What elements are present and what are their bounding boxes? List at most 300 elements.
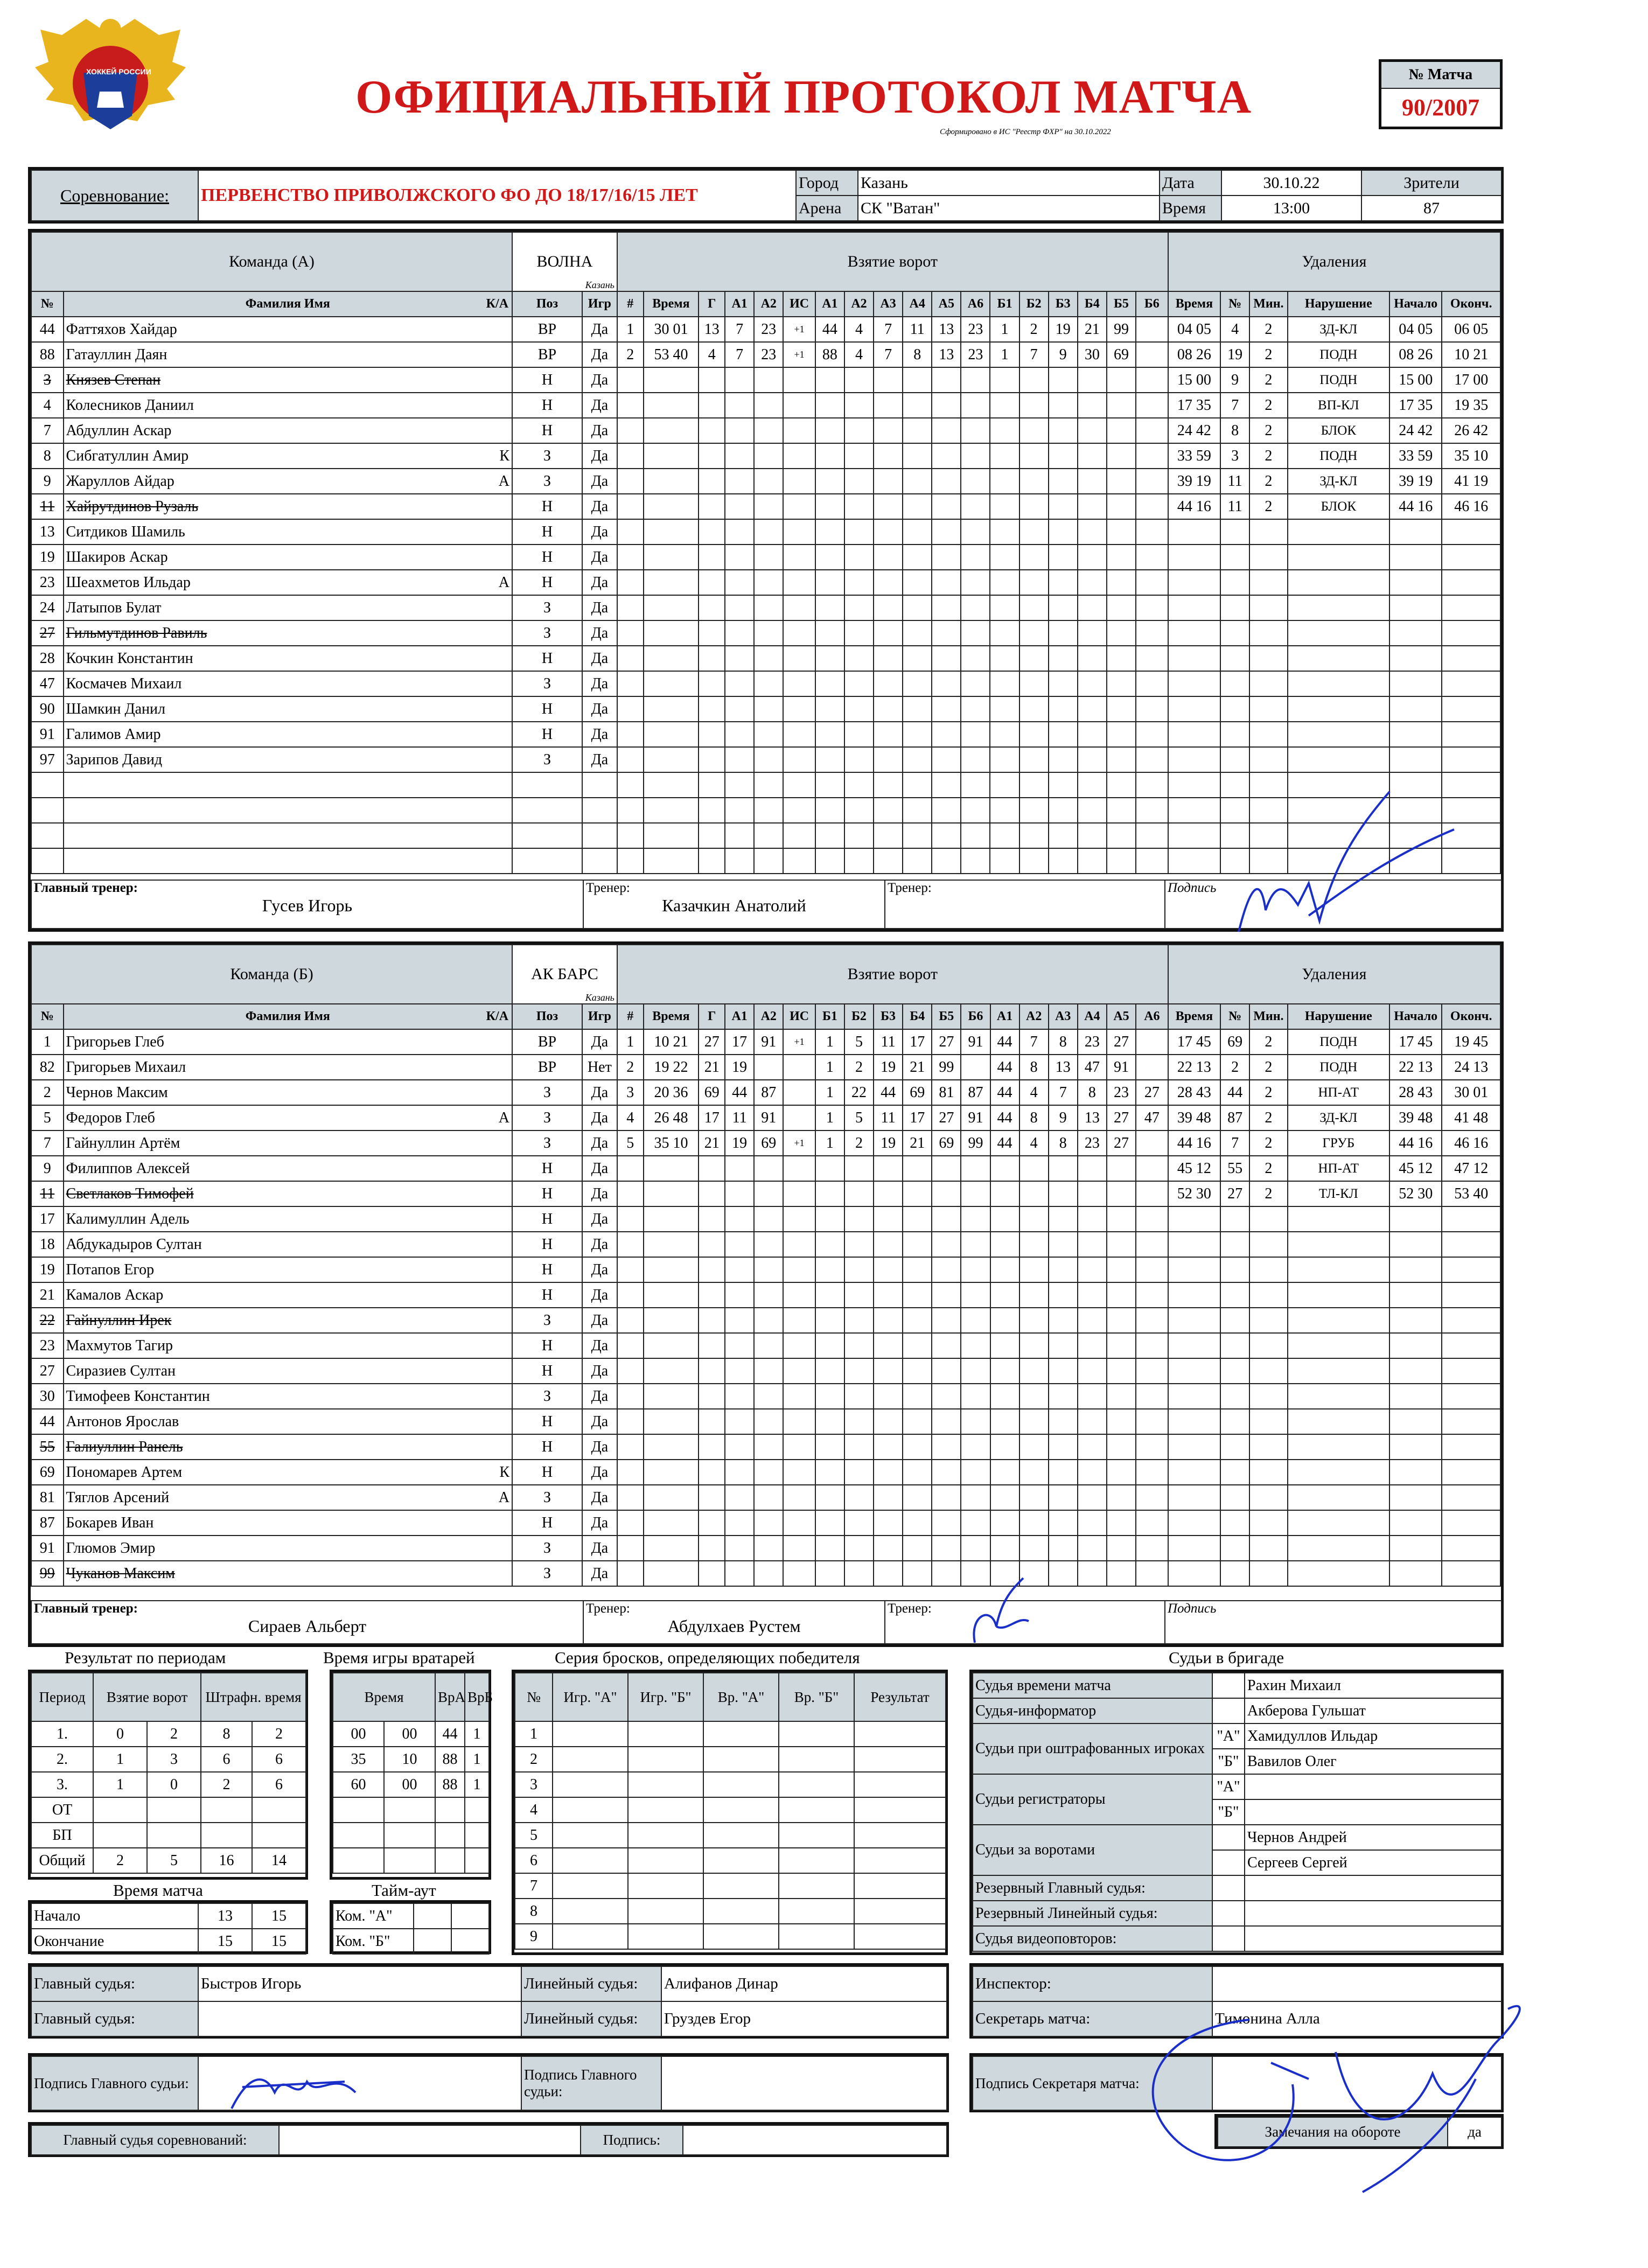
date-value: 30.10.22	[1221, 170, 1361, 196]
pen-empty	[1168, 545, 1220, 570]
goal-empty	[1078, 1358, 1107, 1384]
team-b-coach-cell	[583, 1601, 885, 1644]
pen-no: 3	[1220, 443, 1249, 469]
goal-empty	[1049, 367, 1078, 393]
goal-empty	[725, 469, 754, 494]
table-row	[31, 1747, 306, 1772]
goal-empty	[1136, 1485, 1168, 1510]
pen-violation: ЗД-КЛ	[1288, 469, 1389, 494]
goal-empty	[874, 747, 903, 772]
match-start-h: 13	[198, 1903, 252, 1929]
pen-empty	[1168, 1561, 1220, 1586]
pen-violation: ПОДН	[1288, 1055, 1389, 1080]
goal-empty	[754, 1181, 783, 1206]
period-pa: 16	[201, 1848, 252, 1873]
goal-empty	[874, 1308, 903, 1333]
goal-empty	[1107, 1561, 1136, 1586]
signs-box	[28, 2053, 949, 2112]
goal-empty	[1107, 1257, 1136, 1282]
goal-empty	[699, 494, 725, 519]
goal-empty	[1049, 848, 1078, 874]
goal-empty	[874, 469, 903, 494]
goal-empty	[725, 494, 754, 519]
pen-empty	[1442, 570, 1500, 595]
goal-empty	[1136, 722, 1168, 747]
player-name: Филиппов Алексей	[64, 1156, 513, 1181]
goal-empty	[783, 1460, 815, 1485]
goal-empty	[1019, 1206, 1049, 1232]
pen-empty	[1249, 1409, 1287, 1434]
onice: 27	[932, 1029, 961, 1055]
onice: 4	[1019, 1130, 1049, 1156]
player-pos: Н	[512, 1282, 582, 1308]
timeout-a-m	[414, 1903, 451, 1929]
pen-no: 7	[1220, 393, 1249, 418]
goal-empty	[783, 620, 815, 646]
table-row	[333, 1797, 489, 1823]
period-pa	[201, 1823, 252, 1848]
goal-empty	[1107, 1510, 1136, 1536]
player-pos: Н	[512, 722, 582, 747]
pen-time: 52 30	[1168, 1181, 1220, 1206]
goal-empty	[932, 696, 961, 722]
goal-empty	[903, 367, 932, 393]
goal-empty	[1078, 1206, 1107, 1232]
goal-empty	[903, 1257, 932, 1282]
team_a-label: Команда (А)	[31, 232, 512, 291]
goal-empty	[1107, 393, 1136, 418]
goal-empty	[1078, 443, 1107, 469]
goal-is	[783, 1080, 815, 1105]
onice: 81	[932, 1080, 961, 1105]
pen-empty	[1389, 545, 1442, 570]
player-plays: Да	[582, 570, 617, 595]
goal-empty	[617, 671, 644, 696]
official-value: Сергеев Сергей	[1245, 1850, 1502, 1875]
goal-empty	[932, 1358, 961, 1384]
goal-empty	[990, 570, 1019, 595]
period-pa	[201, 1797, 252, 1823]
table-row	[31, 1130, 1500, 1156]
pen-end: 35 10	[1442, 443, 1500, 469]
player-pos: Н	[512, 696, 582, 722]
goal-empty	[699, 772, 725, 798]
goal-empty	[961, 1510, 990, 1536]
player-plays: Да	[582, 1257, 617, 1282]
team_a-goals-title: Взятие ворот	[617, 232, 1168, 291]
pen-empty	[1249, 595, 1287, 620]
goal-empty	[1136, 1384, 1168, 1409]
goal-empty	[932, 1333, 961, 1358]
period-name: Общий	[31, 1848, 93, 1873]
onice: 19	[1049, 317, 1078, 342]
player-plays: Да	[582, 443, 617, 469]
shootout-cell	[553, 1797, 628, 1823]
goal-empty	[815, 1232, 844, 1257]
table-row	[31, 1536, 1500, 1561]
goalie-a	[435, 1823, 465, 1848]
player-pos: З	[512, 671, 582, 696]
goal-empty	[699, 519, 725, 545]
pen-empty	[1442, 1460, 1500, 1485]
goal-empty	[1019, 1232, 1049, 1257]
goal-time: 20 36	[644, 1080, 699, 1105]
secretary-value: Тимонина Алла	[1212, 2001, 1502, 2036]
goal-empty	[903, 1485, 932, 1510]
player-name: Фаттяхов Хайдар	[64, 317, 513, 342]
goal-empty	[990, 1156, 1019, 1181]
goal-time: 30 01	[644, 317, 699, 342]
goal-empty	[844, 1460, 874, 1485]
onice: 7	[874, 317, 903, 342]
goal-empty	[1136, 1510, 1168, 1536]
goal-empty	[1136, 1181, 1168, 1206]
pen-violation: ЗД-КЛ	[1288, 317, 1389, 342]
goal-empty	[844, 1232, 874, 1257]
goalie-s	[384, 1848, 435, 1873]
referees-table	[31, 1966, 947, 2037]
goal-empty	[844, 1485, 874, 1510]
goal-empty	[874, 823, 903, 848]
table-row	[31, 646, 1500, 671]
goal-empty	[903, 1434, 932, 1460]
player-name: Гатауллин Даян	[64, 342, 513, 367]
player-name: Махмутов Тагир	[64, 1333, 513, 1358]
goal-empty	[990, 1358, 1019, 1384]
official-tag: "А"	[1212, 1723, 1245, 1749]
goal-empty	[1019, 418, 1049, 443]
onice: 44	[990, 1055, 1019, 1080]
player-plays: Да	[582, 595, 617, 620]
player-pos: Н	[512, 1358, 582, 1384]
timeout-b-s	[451, 1929, 489, 1954]
onice: 11	[874, 1029, 903, 1055]
goal-empty	[815, 646, 844, 671]
goal-empty	[699, 1409, 725, 1434]
pen-empty	[1168, 1308, 1220, 1333]
goal-empty	[990, 1181, 1019, 1206]
goal-empty	[754, 1485, 783, 1510]
pen-time: 28 43	[1168, 1080, 1220, 1105]
onice: 69	[1107, 342, 1136, 367]
goal-empty	[932, 722, 961, 747]
goal-empty	[815, 545, 844, 570]
official-tag: "Б"	[1212, 1749, 1245, 1774]
goal-empty	[961, 1308, 990, 1333]
goalie-a	[435, 1797, 465, 1823]
player-number: 4	[31, 393, 64, 418]
period-ga: 1	[93, 1747, 147, 1772]
team-b-coach2-label: Тренер:	[888, 1601, 932, 1616]
goal-empty	[783, 519, 815, 545]
official-tag	[1212, 1901, 1245, 1926]
goal-empty	[990, 772, 1019, 798]
pen-violation: ГРУБ	[1288, 1130, 1389, 1156]
pen-time: 24 42	[1168, 418, 1220, 443]
pen-empty	[1389, 1333, 1442, 1358]
goal-empty	[1078, 367, 1107, 393]
onice-col: А4	[903, 291, 932, 317]
player-name: Князев Степан	[64, 367, 513, 393]
pen-min: 2	[1249, 367, 1287, 393]
goal-empty	[1078, 393, 1107, 418]
pen-no: 2	[1220, 1055, 1249, 1080]
pen-empty	[1389, 1206, 1442, 1232]
shootout-cell	[553, 1873, 628, 1899]
pen-min: 2	[1249, 443, 1287, 469]
goal-empty	[1049, 418, 1078, 443]
shootout-cell	[628, 1747, 703, 1772]
goal-empty	[754, 545, 783, 570]
player-number: 27	[31, 1358, 64, 1384]
line-ref2: Груздев Егор	[661, 2001, 947, 2036]
goal-empty	[725, 798, 754, 823]
goal-empty	[932, 1156, 961, 1181]
goal-empty	[617, 367, 644, 393]
goalie-m: 00	[333, 1721, 384, 1747]
player-pos: Н	[512, 494, 582, 519]
goal-empty	[903, 646, 932, 671]
goal-empty	[699, 1181, 725, 1206]
goal-empty	[990, 671, 1019, 696]
goal-empty	[1136, 418, 1168, 443]
goal-n: 1	[617, 317, 644, 342]
goal-empty	[725, 1308, 754, 1333]
goal-empty	[1078, 1561, 1107, 1586]
official-tag	[1212, 1926, 1245, 1951]
onice: 88	[815, 342, 844, 367]
goal-empty	[1019, 1181, 1049, 1206]
goal-empty	[874, 1485, 903, 1510]
table-row	[333, 1823, 489, 1848]
pen-violation: ПОДН	[1288, 443, 1389, 469]
pen-empty	[1168, 1333, 1220, 1358]
goal-empty	[844, 1156, 874, 1181]
player-pos: Н	[512, 1232, 582, 1257]
goal-empty	[990, 1485, 1019, 1510]
goal-empty	[699, 722, 725, 747]
table-row	[515, 1899, 946, 1924]
player-number: 44	[31, 317, 64, 342]
onice-col: Б4	[903, 1004, 932, 1029]
pen-time: 15 00	[1168, 367, 1220, 393]
player-number: 19	[31, 1257, 64, 1282]
shootout-col: Игр. "Б"	[628, 1673, 703, 1721]
date-label: Дата	[1160, 170, 1221, 196]
goal-empty	[932, 1536, 961, 1561]
player-pos: З	[512, 1130, 582, 1156]
goal-empty	[990, 722, 1019, 747]
pen-empty	[1442, 519, 1500, 545]
onice: 8	[1049, 1029, 1078, 1055]
goal-empty	[644, 519, 699, 545]
table-row	[515, 1924, 946, 1949]
goal-empty	[1107, 722, 1136, 747]
goal-empty	[874, 1536, 903, 1561]
table-row	[31, 545, 1500, 570]
goal-empty	[932, 1561, 961, 1586]
shootout-cell	[703, 1721, 779, 1747]
goal-empty	[844, 595, 874, 620]
pen-start: 08 26	[1389, 342, 1442, 367]
goal-empty	[903, 545, 932, 570]
goal-a2: 23	[754, 342, 783, 367]
main-ref1-label: Главный судья:	[31, 1966, 198, 2001]
goalie-time-col: Время	[333, 1673, 435, 1721]
table-row	[31, 1181, 1500, 1206]
arena-value: СК "Ватан"	[858, 196, 1160, 221]
pen-empty	[1389, 519, 1442, 545]
onice: 13	[932, 317, 961, 342]
pen-end: 19 35	[1442, 393, 1500, 418]
official-tag	[1212, 1698, 1245, 1723]
onice: 69	[932, 1130, 961, 1156]
pen-empty	[1249, 1333, 1287, 1358]
onice: 8	[1019, 1105, 1049, 1130]
pen-violation: НП-АТ	[1288, 1156, 1389, 1181]
goal-empty	[617, 443, 644, 469]
onice: 44	[990, 1130, 1019, 1156]
shootout-n: 2	[515, 1747, 553, 1772]
onice: 5	[844, 1029, 874, 1055]
player-pos: ВР	[512, 1055, 582, 1080]
shootout-cell	[628, 1848, 703, 1873]
shootout-cell	[703, 1747, 779, 1772]
goal-empty	[1049, 1181, 1078, 1206]
goal-empty	[644, 823, 699, 848]
pen-empty	[1389, 1384, 1442, 1409]
shootout-cell	[553, 1747, 628, 1772]
shootout-cell	[703, 1873, 779, 1899]
table-row	[31, 1282, 1500, 1308]
goal-empty	[874, 418, 903, 443]
goal-empty	[844, 1181, 874, 1206]
pen-empty	[1220, 1409, 1249, 1434]
goal-empty	[617, 722, 644, 747]
goal-empty	[903, 1358, 932, 1384]
goal-empty	[1107, 418, 1136, 443]
goal-empty	[1078, 671, 1107, 696]
player-plays: Да	[582, 469, 617, 494]
goal-empty	[725, 1156, 754, 1181]
goal-empty	[754, 1257, 783, 1282]
onice: 99	[1107, 317, 1136, 342]
pen-empty	[1389, 1282, 1442, 1308]
pen-empty	[1168, 722, 1220, 747]
match-number: 90/2007	[1401, 94, 1480, 121]
goal-col: ИС	[783, 291, 815, 317]
player-plays: Да	[582, 1080, 617, 1105]
pen-empty	[1220, 1358, 1249, 1384]
goal-empty	[874, 1358, 903, 1384]
player-pos: З	[512, 595, 582, 620]
pen-empty	[1220, 696, 1249, 722]
chief-ref-box	[28, 2122, 949, 2157]
goal-empty	[617, 1485, 644, 1510]
onice-col: А3	[874, 291, 903, 317]
goal-empty	[783, 1434, 815, 1460]
goal-empty	[644, 772, 699, 798]
pen-end: 24 13	[1442, 1055, 1500, 1080]
match-time-box	[28, 1900, 308, 1954]
goal-empty	[725, 772, 754, 798]
pen-empty	[1249, 1232, 1287, 1257]
team-b-signature-label: Подпись	[1168, 1601, 1217, 1616]
onice-col: А3	[1049, 1004, 1078, 1029]
player-name: Галиуллин Ранель	[64, 1434, 513, 1460]
goal-empty	[815, 747, 844, 772]
goal-a1: 7	[725, 317, 754, 342]
goal-empty	[699, 1232, 725, 1257]
goal-empty	[961, 1409, 990, 1434]
player-number: 99	[31, 1561, 64, 1586]
goal-empty	[990, 494, 1019, 519]
shootout-cell	[854, 1873, 946, 1899]
pen-time: 08 26	[1168, 342, 1220, 367]
goal-empty	[903, 747, 932, 772]
goal-empty	[961, 1485, 990, 1510]
goal-empty	[815, 519, 844, 545]
goal-empty	[874, 570, 903, 595]
player-number: 91	[31, 1536, 64, 1561]
goal-empty	[1019, 1358, 1049, 1384]
goal-empty	[1078, 1232, 1107, 1257]
goal-is	[783, 1055, 815, 1080]
goal-empty	[1136, 1282, 1168, 1308]
goal-empty	[990, 519, 1019, 545]
goal-empty	[961, 494, 990, 519]
player-plays: Да	[582, 1282, 617, 1308]
player-pos: З	[512, 1080, 582, 1105]
goal-empty	[1107, 1308, 1136, 1333]
team-a-head-coach: Гусев Игорь	[262, 896, 353, 915]
player-name: Колесников Даниил	[64, 393, 513, 418]
table-row	[31, 1561, 1500, 1586]
pen-start: 24 42	[1389, 418, 1442, 443]
main-ref2-sign-label: Подпись Главного судьи:	[521, 2056, 661, 2110]
goal-empty	[815, 1308, 844, 1333]
onice: 21	[1078, 317, 1107, 342]
goal-empty	[844, 519, 874, 545]
player-plays: Да	[582, 1206, 617, 1232]
pen-empty	[1168, 1232, 1220, 1257]
official-label: Резервный Главный судья:	[973, 1875, 1212, 1901]
arena-label: Арена	[796, 196, 858, 221]
goalie-m	[333, 1797, 384, 1823]
player-name: Сибгатуллин Амир К	[64, 443, 513, 469]
pen-end: 26 42	[1442, 418, 1500, 443]
pen-empty	[1168, 519, 1220, 545]
goal-empty	[617, 595, 644, 620]
goal-empty	[754, 570, 783, 595]
pen-empty	[1220, 1485, 1249, 1510]
goal-col: Г	[699, 291, 725, 317]
shootout-n: 1	[515, 1721, 553, 1747]
pen-empty	[1288, 1232, 1389, 1257]
goal-empty	[932, 570, 961, 595]
info-row	[28, 167, 1504, 224]
player-name: Камалов Аскар	[64, 1282, 513, 1308]
goal-empty	[815, 367, 844, 393]
goal-empty	[932, 823, 961, 848]
onice: 44	[874, 1080, 903, 1105]
goal-empty	[1019, 494, 1049, 519]
goal-empty	[699, 671, 725, 696]
official-value: Чернов Андрей	[1245, 1825, 1502, 1850]
shootout-cell	[703, 1899, 779, 1924]
shootout-box	[512, 1670, 948, 1955]
goal-empty	[754, 1510, 783, 1536]
